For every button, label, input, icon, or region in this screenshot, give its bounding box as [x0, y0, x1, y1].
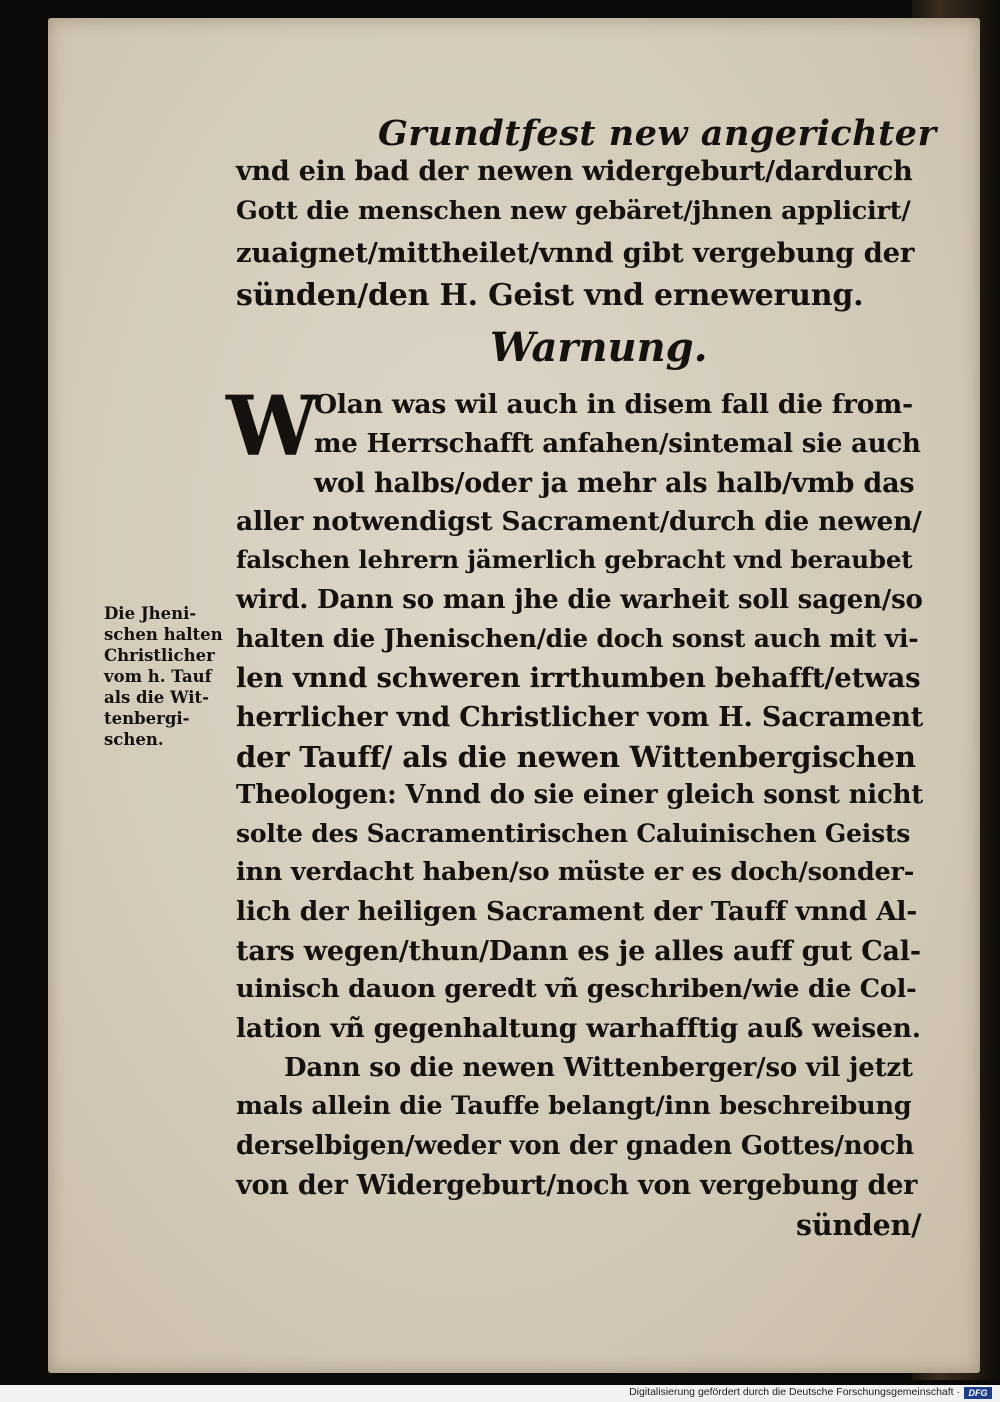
text-line-15: Theologen: Vnnd do sie einer gleich sonst nicht: [236, 780, 924, 810]
marginal-note-line-3: Christlicher: [104, 646, 215, 665]
marginal-note-line-4: vom h. Tauf: [104, 667, 212, 686]
text-line-19: tars wegen/thun/Dann es je alles auff gut Cal-: [236, 936, 921, 967]
marginal-note-line-1: Die Jheni-: [104, 604, 197, 623]
dfg-logo: DFG: [964, 1387, 992, 1399]
text-line-11: halten die Jhenischen/die doch sonst auch mit vi-: [236, 624, 919, 653]
text-line-6: me Herrschafft anfahen/sintemal sie auch: [314, 429, 921, 459]
text-line-5: Olan was wil auch in disem fall die from-: [314, 389, 913, 420]
text-line-1: vnd ein bad der newen widergeburt/dardurch: [236, 156, 913, 187]
text-line-18: lich der heiligen Sacrament der Tauff vnnd Al-: [236, 896, 918, 927]
text-line-9: falschen lehrern jämerlich gebracht vnd beraubet: [236, 545, 913, 574]
text-line-16: solte des Sacramentirischen Caluinischen Geists: [236, 819, 911, 848]
running-head: Grundtfest new angerichter: [378, 113, 937, 154]
text-line-7: wol halbs/oder ja mehr als halb/vmb das: [314, 468, 915, 499]
initial-capital: W: [226, 379, 319, 475]
text-line-21: lation vñ gegenhaltung warhafftig auß weisen.: [236, 1013, 921, 1044]
text-line-12: len vnnd schweren irrthumben behafft/etwas: [236, 662, 921, 694]
text-line-25: von der Widergeburt/noch von vergebung der: [236, 1170, 918, 1201]
text-line-26: sünden/: [796, 1208, 922, 1242]
text-line-20: uinisch dauon geredt vñ geschriben/wie die Col-: [236, 974, 917, 1004]
text-line-24: derselbigen/weder von der gnaden Gottes/noch: [236, 1131, 914, 1161]
book-page: [48, 18, 980, 1373]
text-line-14: der Tauff/ als die newen Wittenbergischen: [236, 740, 916, 774]
text-line-23: mals allein die Tauffe belangt/inn beschreibung: [236, 1091, 912, 1121]
text-line-10: wird. Dann so man jhe die warheit soll sagen/so: [236, 585, 923, 615]
marginal-note-line-2: schen halten: [104, 625, 223, 644]
text-line-22: Dann so die newen Wittenberger/so vil jetzt: [284, 1053, 913, 1083]
marginal-note-line-6: tenbergi-: [104, 709, 190, 728]
section-heading: Warnung.: [490, 324, 708, 371]
marginal-note-line-7: schen.: [104, 730, 164, 749]
text-line-4: sünden/den H. Geist vnd ernewerung.: [236, 278, 864, 313]
funding-credit: Digitalisierung gefördert durch die Deutsche Forschungsgemeinschaft ·: [629, 1386, 960, 1398]
text-line-13: herrlicher vnd Christlicher vom H. Sacrament: [236, 702, 924, 733]
text-line-3: zuaignet/mittheilet/vnnd gibt vergebung der: [236, 237, 915, 269]
text-line-2: Gott die menschen new gebäret/jhnen applicirt/: [236, 196, 911, 226]
marginal-note-line-5: als die Wit-: [104, 688, 210, 707]
footer-bar: [0, 1385, 1000, 1402]
text-line-8: aller notwendigst Sacrament/durch die newen/: [236, 506, 922, 537]
text-line-17: inn verdacht haben/so müste er es doch/sonder-: [236, 857, 915, 887]
